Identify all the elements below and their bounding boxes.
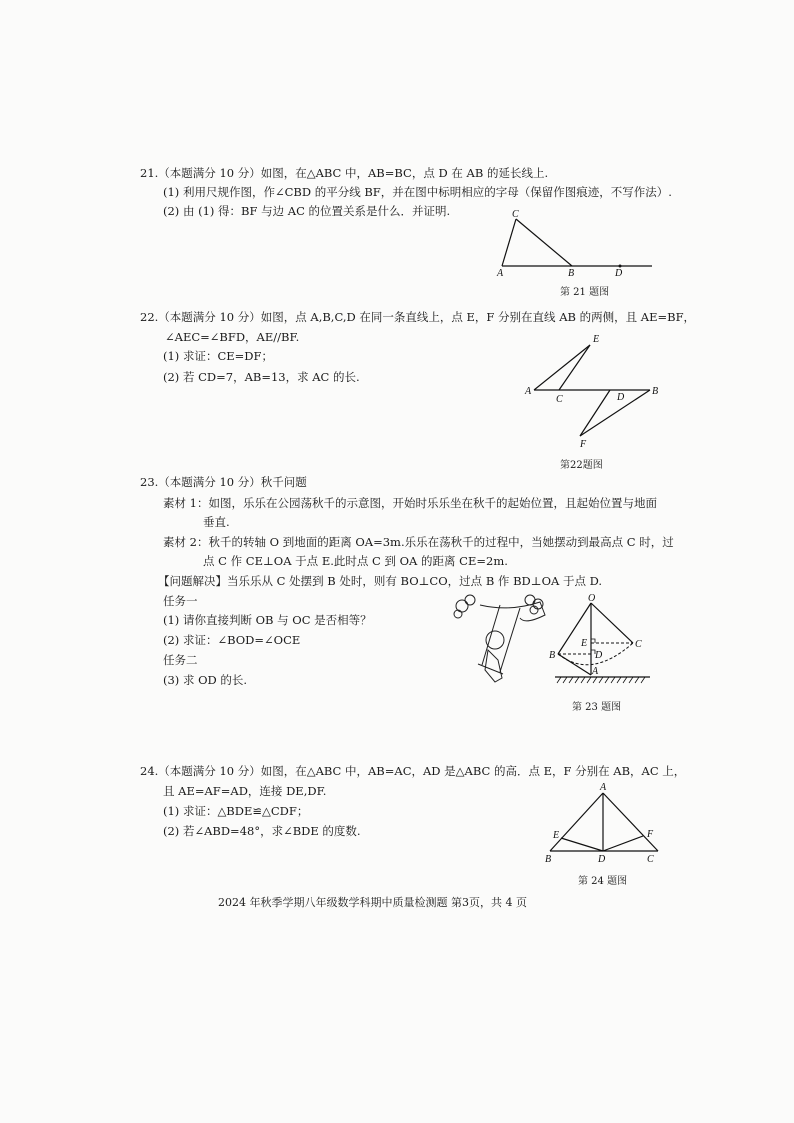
q23-title: 23.（本题满分 10 分）秋千问题 (140, 475, 307, 489)
q23-material2: 素材 2：秋千的转轴 O 到地面的距离 OA=3m.乐乐在荡秋千的过程中，当她摆动到最高点 C 时，过 (163, 535, 674, 549)
q23-material1-cont: 垂直. (203, 515, 230, 529)
q22-label-e: E (593, 334, 600, 345)
q21-label-c: C (512, 209, 519, 220)
q24-label-b: B (545, 854, 552, 865)
q23-caption: 第 23 题图 (572, 702, 622, 713)
q23-task2: 任务二 (163, 653, 198, 667)
q21-label-a: A (497, 268, 504, 279)
q22-label-d: D (617, 392, 625, 403)
q24-part2: (2) 若∠ABD=48°，求∠BDE 的度数. (163, 824, 361, 838)
q24-label-a: A (600, 782, 607, 793)
q22-part2: (2) 若 CD=7，AB=13，求 AC 的长. (163, 370, 360, 384)
q23-label-c: C (635, 639, 642, 650)
q21-stem: 21.（本题满分 10 分）如图，在△ABC 中，AB=BC，点 D 在 AB 的延长线上. (140, 166, 549, 180)
q24-stem: 24.（本题满分 10 分）如图，在△ABC 中，AB=AC，AD 是△ABC 的高．点 E，F 分别在 AB，AC 上， (140, 764, 686, 778)
q22-label-f: F (580, 439, 587, 450)
q22-stem-2: ∠AEC=∠BFD，AE//BF. (165, 330, 300, 344)
q21-label-d: D (615, 268, 623, 279)
q21-part2: (2) 由 (1) 得：BF 与边 AC 的位置关系是什么．并证明. (163, 204, 451, 218)
q24-caption: 第 24 题图 (578, 876, 628, 887)
q24-stem-2: 且 AE=AF=AD，连接 DE,DF. (163, 784, 327, 798)
q24-label-f: F (647, 829, 654, 840)
q22-caption: 第22题图 (560, 460, 603, 471)
q23-label-a: A (592, 666, 599, 677)
q23-material2-cont: 点 C 作 CE⊥OA 于点 E.此时点 C 到 OA 的距离 CE=2m. (203, 554, 508, 568)
q21-part1: (1) 利用尺规作图，作∠CBD 的平分线 BF，并在图中标明相应的字母（保留作图痕迹，不写作法）. (163, 185, 672, 199)
q23-part1: (1) 请你直接判断 OB 与 OC 是否相等？ (163, 613, 372, 627)
q24-label-c: C (647, 854, 654, 865)
q23-problem: 【问题解决】当乐乐从 C 处摆到 B 处时，则有 BO⊥CO，过点 B 作 BD⊥OA 于点 D. (158, 574, 603, 588)
q21-caption: 第 21 题图 (560, 287, 610, 298)
q23-part3: (3) 求 OD 的长. (163, 673, 248, 687)
q23-part2: (2) 求证：∠BOD=∠OCE (163, 633, 301, 647)
q23-task1: 任务一 (163, 594, 198, 608)
q23-material1: 素材 1：如图，乐乐在公园荡秋千的示意图，开始时乐乐坐在秋千的起始位置，且起始位置与地面 (163, 496, 657, 510)
q22-label-b: B (652, 386, 659, 397)
q23-label-b: B (549, 650, 556, 661)
q24-label-e: E (553, 830, 560, 841)
q24-label-d: D (598, 854, 606, 865)
q22-label-c: C (556, 394, 563, 405)
q22-part1: (1) 求证：CE=DF； (163, 349, 273, 363)
q23-label-o: O (588, 593, 596, 604)
q22-stem: 22.（本题满分 10 分）如图，点 A,B,C,D 在同一条直线上，点 E，F 分别在直线 AB 的两侧，且 AE=BF， (140, 310, 696, 324)
q24-part1: (1) 求证：△BDE≌△CDF； (163, 804, 309, 818)
q21-label-b: B (568, 268, 575, 279)
q22-label-a: A (525, 386, 532, 397)
q23-label-d: D (595, 650, 603, 661)
page-footer: 2024 年秋季学期八年级数学科期中质量检测题 第3页，共 4 页 (218, 896, 527, 909)
q23-label-e: E (581, 638, 588, 649)
